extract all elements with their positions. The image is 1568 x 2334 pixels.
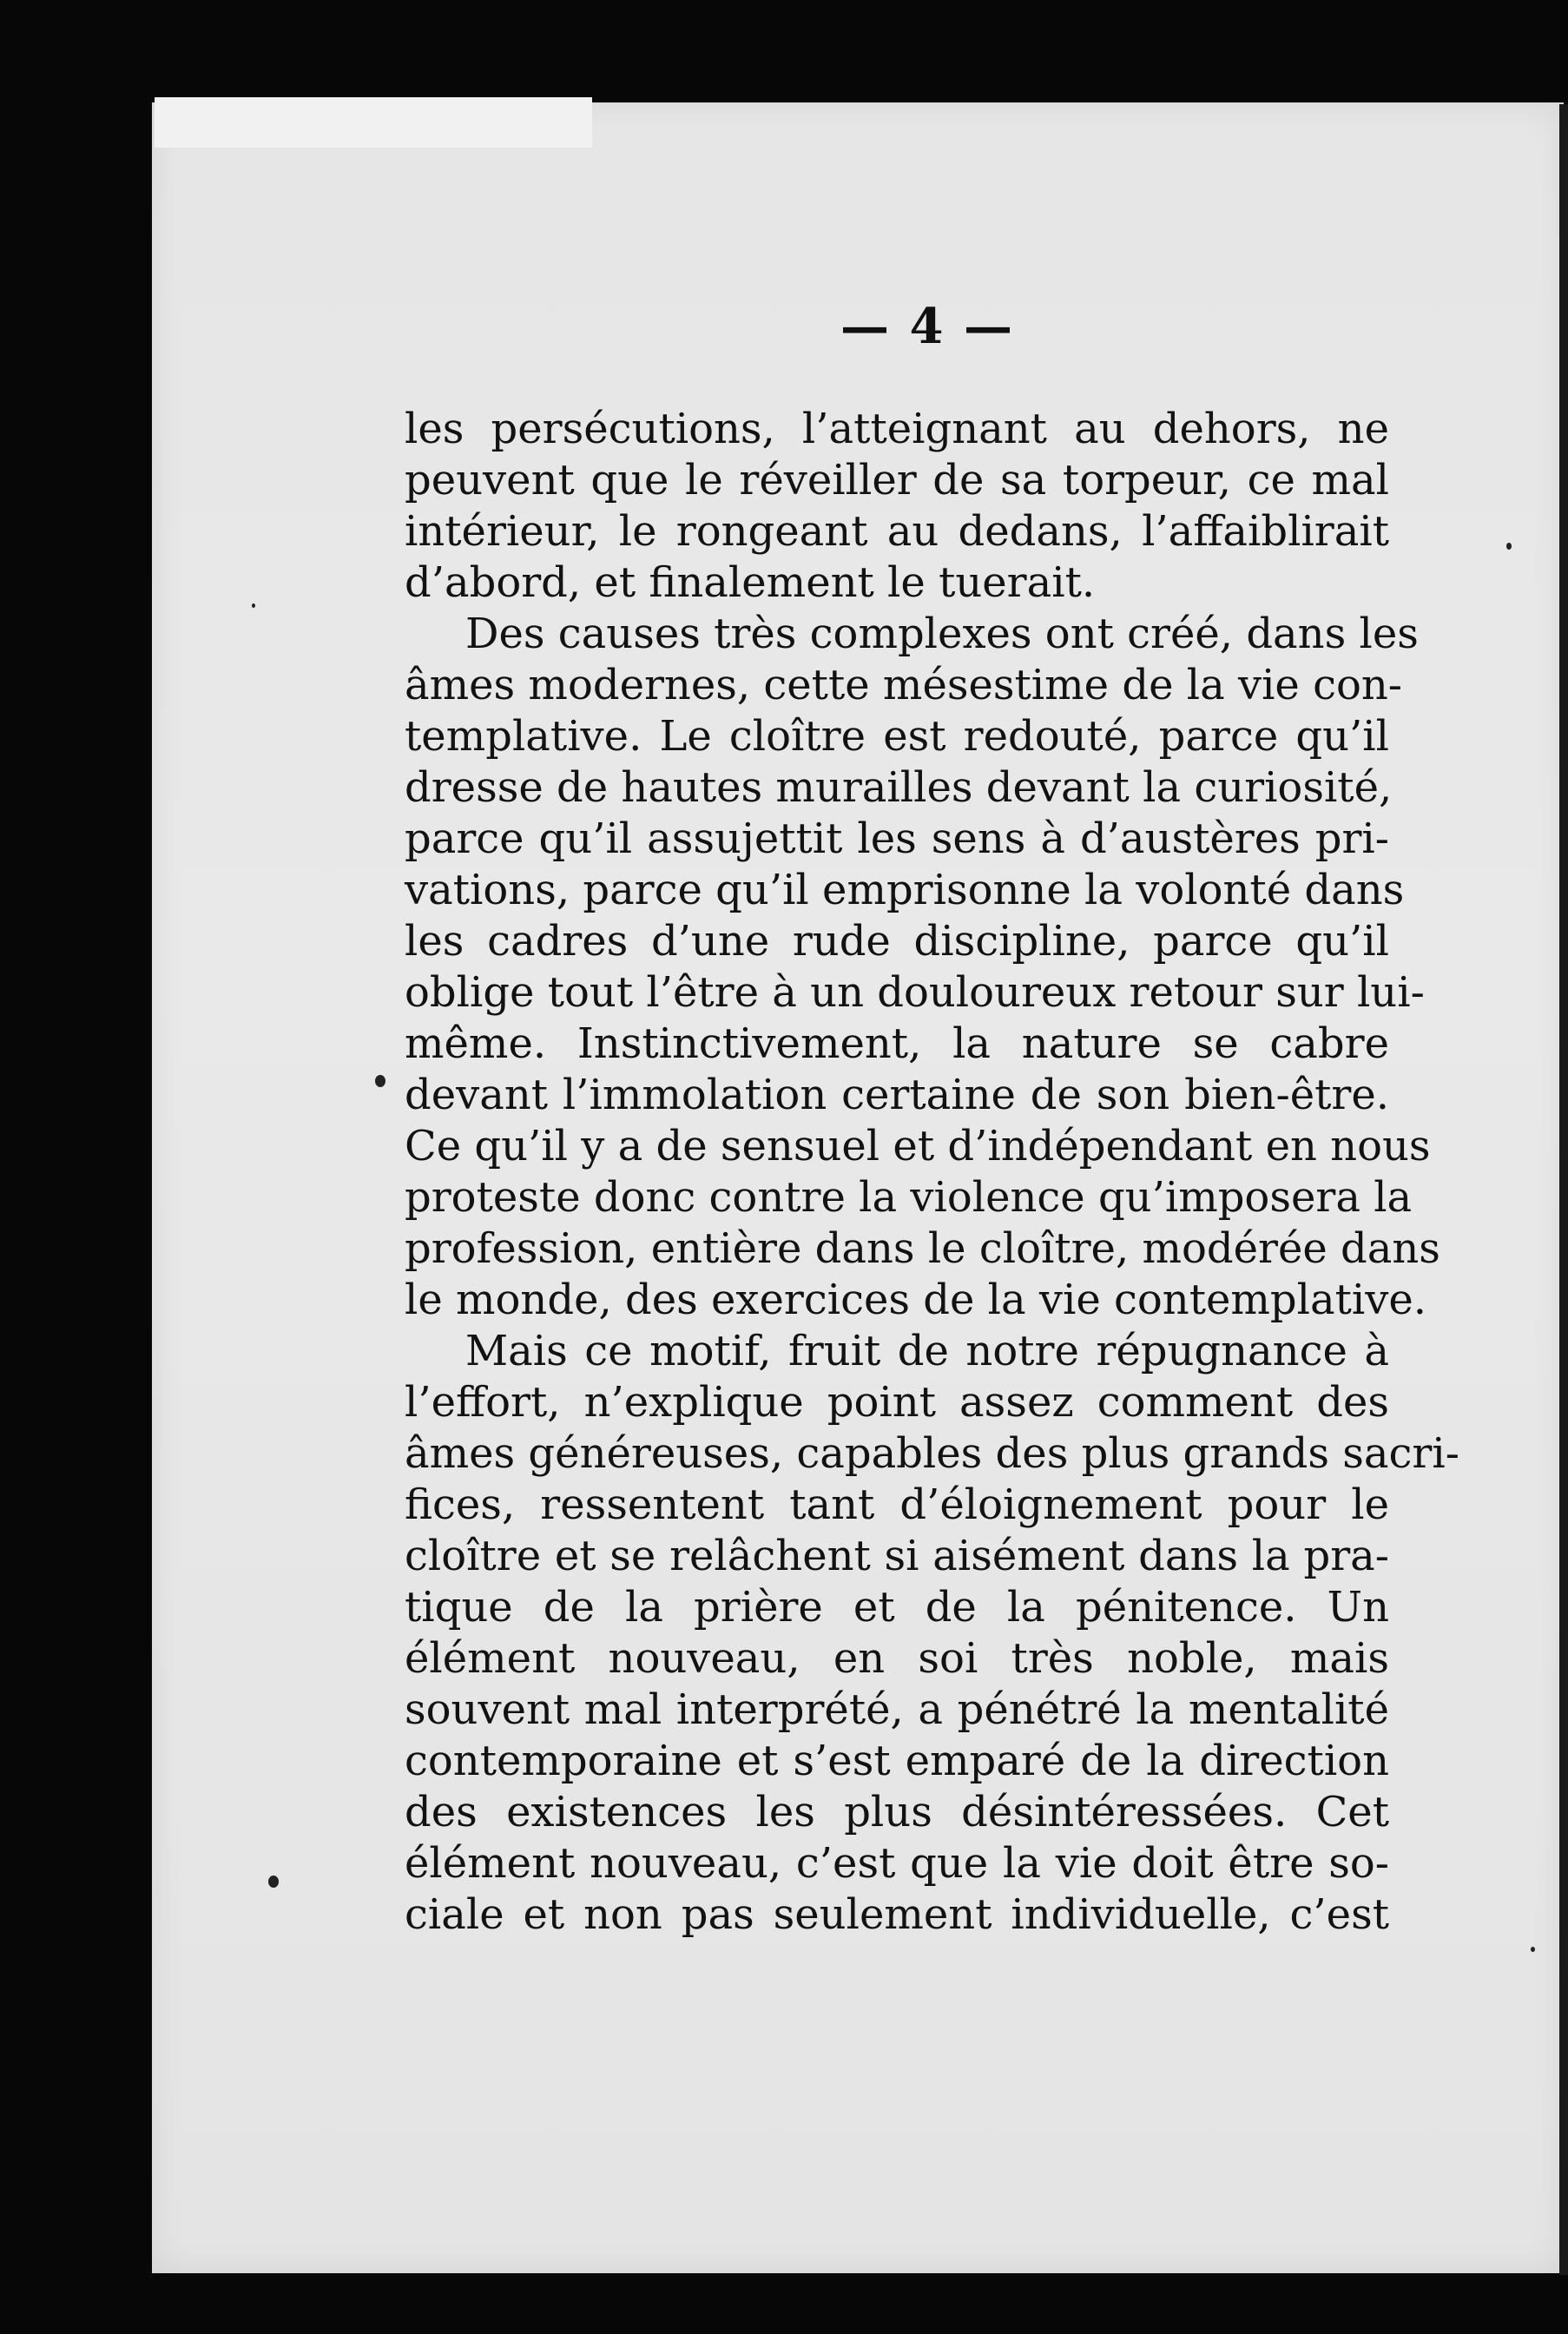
text-line: élément nouveau, en soi très noble, mais (405, 1634, 1389, 1683)
next-page-edge (1559, 104, 1568, 2275)
text-line: dresse de hautes murailles devant la curiosité, (405, 763, 1393, 812)
body-text (405, 404, 1459, 1941)
page-top-strip (155, 97, 592, 148)
text-line: Ce qu’il y a de sensuel et d’indépendant en nous (405, 1122, 1431, 1170)
text-line: le monde, des exercices de la vie contemplative. (405, 1276, 1427, 1324)
speck (375, 1075, 385, 1087)
text-line: les cadres d’une rude discipline, parce qu’il (405, 917, 1389, 966)
page-number: — 4 — (840, 298, 1014, 355)
text-line: âmes généreuses, capables des plus grands sacri- (405, 1429, 1459, 1478)
text-line: âmes modernes, cette mésestime de la vie con- (405, 661, 1402, 709)
speck (252, 603, 255, 608)
text-line: peuvent que le réveiller de sa torpeur, ce mal (405, 456, 1389, 504)
text-line: intérieur, le rongeant au dedans, l’affaiblirait (405, 507, 1389, 556)
text-line: cloître et se relâchent si aisément dans la pra- (405, 1532, 1389, 1580)
text-line: d’abord, et finalement le tuerait. (405, 558, 1096, 607)
text-line: parce qu’il assujettit les sens à d’austères pri- (405, 814, 1389, 863)
text-line: Des causes très complexes ont créé, dans les (465, 610, 1419, 658)
text-line: templative. Le cloître est redouté, parce qu’il (405, 712, 1389, 761)
text-line: oblige tout l’être à un douloureux retour sur lui- (405, 968, 1425, 1017)
text-line: Mais ce motif, fruit de notre répugnance à (465, 1327, 1389, 1375)
text-line: élément nouveau, c’est que la vie doit être so- (405, 1839, 1389, 1888)
text-line: devant l’immolation certaine de son bien-être. (405, 1071, 1389, 1119)
text-line: fices, ressentent tant d’éloignement pour le (405, 1480, 1389, 1529)
speck (1531, 1947, 1535, 1952)
text-line: proteste donc contre la violence qu’imposera la (405, 1173, 1413, 1222)
text-line: contemporaine et s’est emparé de la direction (405, 1737, 1389, 1785)
text-line: ciale et non pas seulement individuelle, c’est (405, 1890, 1389, 1939)
text-line: souvent mal interprété, a pénétré la mentalité (405, 1685, 1389, 1734)
text-line: des existences les plus désintéressées. Cet (405, 1788, 1389, 1836)
speck (1506, 543, 1512, 550)
text-line: même. Instinctivement, la nature se cabre (405, 1019, 1389, 1068)
text-line: profession, entière dans le cloître, modérée dans (405, 1224, 1440, 1273)
text-line: tique de la prière et de la pénitence. Un (405, 1583, 1389, 1632)
text-line: vations, parce qu’il emprisonne la volonté dans (405, 866, 1405, 914)
text-line: l’effort, n’explique point assez comment des (405, 1378, 1389, 1427)
text-line: les persécutions, l’atteignant au dehors, ne (405, 405, 1389, 453)
speck (268, 1876, 279, 1888)
